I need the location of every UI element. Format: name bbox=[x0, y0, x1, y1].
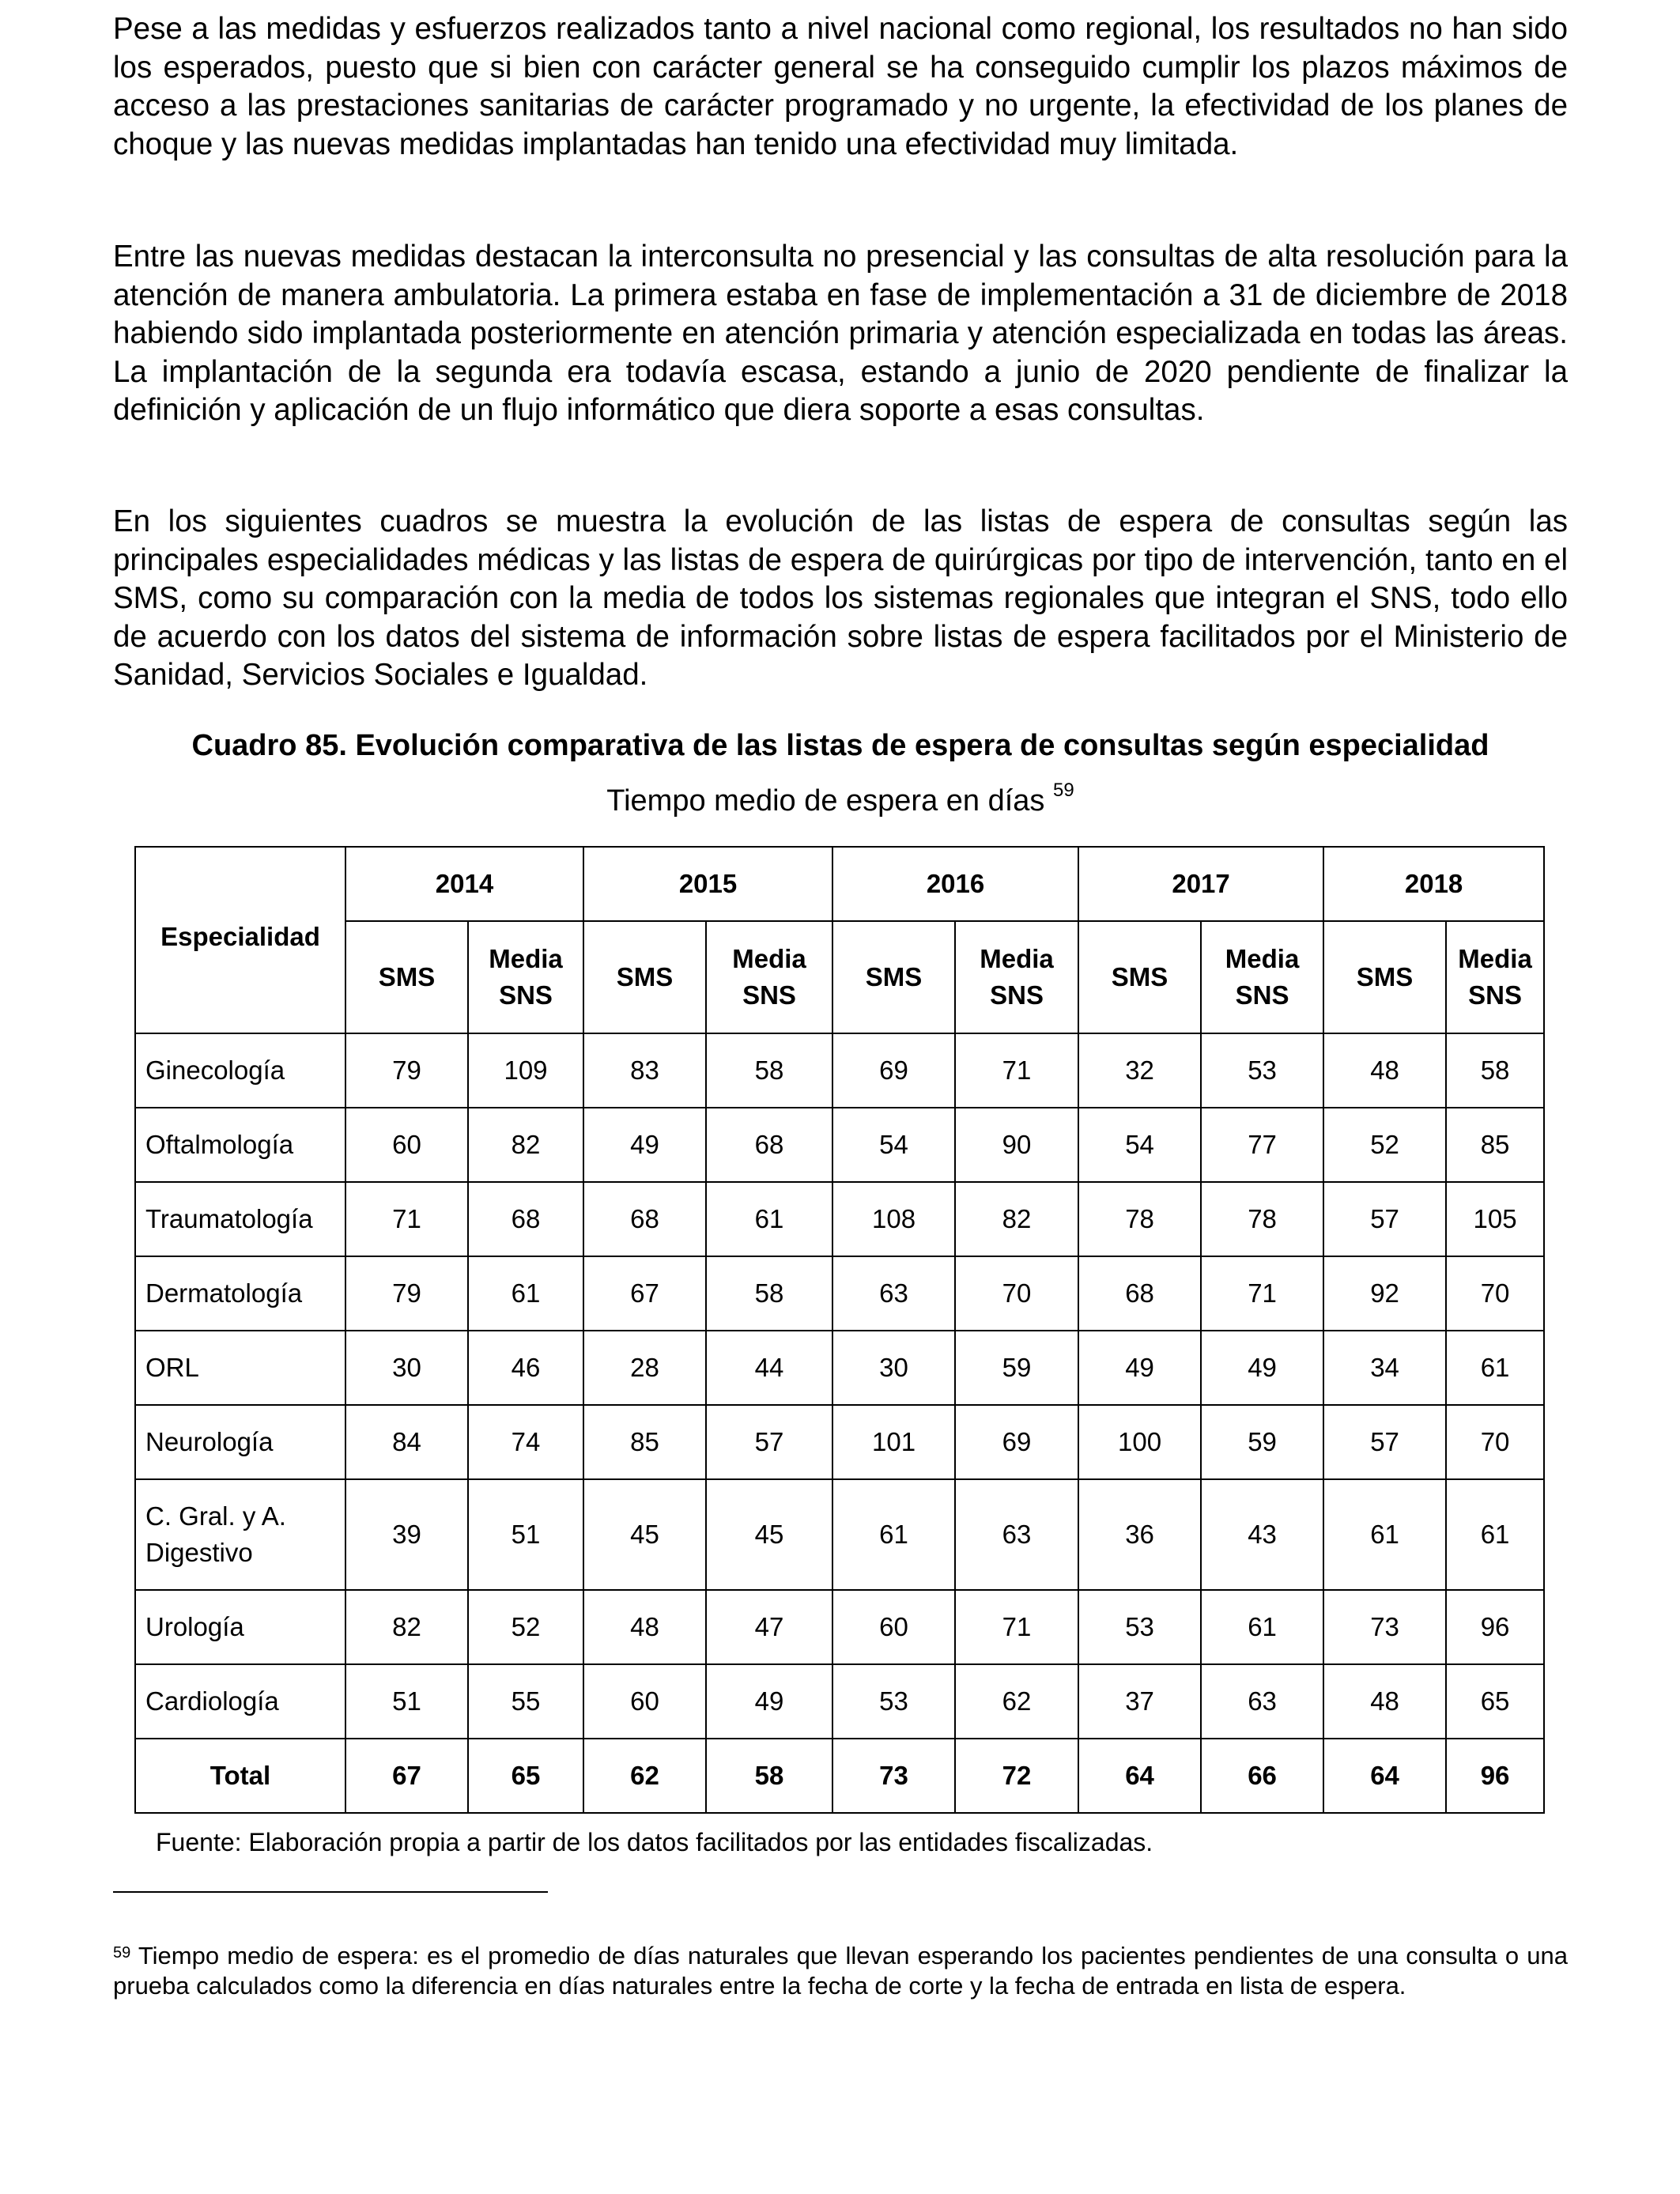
media-sns-value-cell: 70 bbox=[1446, 1405, 1544, 1479]
sms-value-cell: 78 bbox=[1078, 1182, 1201, 1256]
year-header: 2018 bbox=[1323, 847, 1544, 921]
media-sns-value-cell: 105 bbox=[1446, 1182, 1544, 1256]
sms-value-cell: 45 bbox=[583, 1479, 706, 1590]
media-label: Media bbox=[732, 944, 806, 973]
sms-value-cell: 63 bbox=[832, 1256, 955, 1331]
specialty-name: Ginecología bbox=[135, 1033, 345, 1108]
media-sns-value-cell: 44 bbox=[706, 1331, 832, 1405]
year-header-row bbox=[135, 847, 1544, 921]
media-sns-value-cell: 85 bbox=[1446, 1108, 1544, 1182]
sms-value-cell: 36 bbox=[1078, 1479, 1201, 1590]
sms-value-cell: 53 bbox=[832, 1664, 955, 1739]
sms-value-cell: 48 bbox=[583, 1590, 706, 1664]
media-sns-value-cell: 82 bbox=[468, 1108, 583, 1182]
sms-value-cell: 54 bbox=[832, 1108, 955, 1182]
footnote-number: 59 bbox=[113, 1944, 131, 1962]
media-sns-value-cell: 49 bbox=[706, 1664, 832, 1739]
sms-value-cell: 85 bbox=[583, 1405, 706, 1479]
total-sms-cell: 67 bbox=[345, 1739, 468, 1813]
specialty-name bbox=[135, 1479, 345, 1590]
media-sns-value-cell: 57 bbox=[706, 1405, 832, 1479]
total-media-sns-cell: 66 bbox=[1201, 1739, 1323, 1813]
sms-value-cell: 52 bbox=[1323, 1108, 1446, 1182]
table-row bbox=[135, 1405, 1544, 1479]
subheader-row bbox=[135, 921, 1544, 1033]
footnote-text: Tiempo medio de espera: es el promedio de días naturales que llevan esperando los pacientes pendientes de una consulta o una prueba calculados como la diferencia en días naturales entre la fecha de corte y la fecha de entrada en lista de espera. bbox=[113, 1942, 1568, 2000]
sms-value-cell: 48 bbox=[1323, 1664, 1446, 1739]
total-media-sns-cell: 72 bbox=[955, 1739, 1078, 1813]
media-sns-value-cell: 82 bbox=[955, 1182, 1078, 1256]
media-sns-value-cell: 45 bbox=[706, 1479, 832, 1590]
sms-value-cell: 60 bbox=[832, 1590, 955, 1664]
sms-value-cell: 49 bbox=[583, 1108, 706, 1182]
media-sns-value-cell: 61 bbox=[1446, 1479, 1544, 1590]
total-sms-cell: 64 bbox=[1078, 1739, 1201, 1813]
table-subcaption bbox=[113, 780, 1568, 818]
sms-value-cell: 69 bbox=[832, 1033, 955, 1108]
media-sns-value-cell: 61 bbox=[468, 1256, 583, 1331]
sms-value-cell: 39 bbox=[345, 1479, 468, 1590]
table-row bbox=[135, 1479, 1544, 1590]
sms-value-cell: 51 bbox=[345, 1664, 468, 1739]
total-media-sns-cell: 96 bbox=[1446, 1739, 1544, 1813]
media-sns-value-cell: 68 bbox=[468, 1182, 583, 1256]
media-sns-value-cell: 109 bbox=[468, 1033, 583, 1108]
sms-value-cell: 68 bbox=[583, 1182, 706, 1256]
specialty-name: ORL bbox=[135, 1331, 345, 1405]
media-sns-subheader bbox=[955, 921, 1078, 1033]
media-sns-value-cell: 63 bbox=[1201, 1664, 1323, 1739]
media-sns-value-cell: 63 bbox=[955, 1479, 1078, 1590]
sns-label: SNS bbox=[499, 980, 553, 1010]
media-label: Media bbox=[489, 944, 563, 973]
sms-value-cell: 28 bbox=[583, 1331, 706, 1405]
sms-value-cell: 82 bbox=[345, 1590, 468, 1664]
year-header: 2016 bbox=[832, 847, 1078, 921]
total-row bbox=[135, 1739, 1544, 1813]
table-row bbox=[135, 1108, 1544, 1182]
table-caption: Cuadro 85. Evolución comparativa de las listas de espera de consultas según especialidad bbox=[191, 729, 1489, 762]
sms-value-cell: 48 bbox=[1323, 1033, 1446, 1108]
media-sns-value-cell: 53 bbox=[1201, 1033, 1323, 1108]
table-row bbox=[135, 1182, 1544, 1256]
waiting-list-table bbox=[134, 846, 1545, 1814]
sms-value-cell: 71 bbox=[345, 1182, 468, 1256]
table-row bbox=[135, 1590, 1544, 1664]
paragraph-1: Pese a las medidas y esfuerzos realizados tanto a nivel nacional como regional, los resultados no han sido los esperados, puesto que si bien con carácter general se ha conseguido cumplir los plazos máximos de acceso a las prestaciones sanitarias de carácter programado y no urgente, la efectividad de los planes de choque y las nuevas medidas implantadas han tenido una efectividad muy limitada. bbox=[113, 12, 1568, 161]
media-sns-value-cell: 62 bbox=[955, 1664, 1078, 1739]
specialty-name-line: C. Gral. y A. bbox=[145, 1501, 286, 1531]
media-sns-value-cell: 61 bbox=[706, 1182, 832, 1256]
media-sns-value-cell: 52 bbox=[468, 1590, 583, 1664]
sns-label: SNS bbox=[990, 980, 1044, 1010]
specialty-name: Cardiología bbox=[135, 1664, 345, 1739]
total-label: Total bbox=[135, 1739, 345, 1813]
specialty-name: Urología bbox=[135, 1590, 345, 1664]
specialty-header: Especialidad bbox=[135, 847, 345, 1033]
media-label: Media bbox=[1225, 944, 1300, 973]
table-body bbox=[135, 1033, 1544, 1813]
year-header: 2015 bbox=[583, 847, 832, 921]
media-sns-value-cell: 43 bbox=[1201, 1479, 1323, 1590]
media-sns-value-cell: 59 bbox=[955, 1331, 1078, 1405]
media-label: Media bbox=[1458, 944, 1532, 973]
media-sns-value-cell: 61 bbox=[1446, 1331, 1544, 1405]
media-sns-value-cell: 68 bbox=[706, 1108, 832, 1182]
media-sns-subheader bbox=[706, 921, 832, 1033]
sms-value-cell: 73 bbox=[1323, 1590, 1446, 1664]
sms-value-cell: 54 bbox=[1078, 1108, 1201, 1182]
footnote-separator bbox=[113, 1891, 548, 1893]
table-row bbox=[135, 1033, 1544, 1108]
media-sns-value-cell: 70 bbox=[955, 1256, 1078, 1331]
media-sns-value-cell: 51 bbox=[468, 1479, 583, 1590]
media-sns-value-cell: 59 bbox=[1201, 1405, 1323, 1479]
sms-subheader: SMS bbox=[345, 921, 468, 1033]
media-sns-value-cell: 74 bbox=[468, 1405, 583, 1479]
total-sms-cell: 73 bbox=[832, 1739, 955, 1813]
sms-value-cell: 30 bbox=[345, 1331, 468, 1405]
table-subcaption-text: Tiempo medio de espera en días bbox=[606, 784, 1045, 818]
sms-value-cell: 57 bbox=[1323, 1182, 1446, 1256]
sns-label: SNS bbox=[1235, 980, 1289, 1010]
table-row bbox=[135, 1256, 1544, 1331]
media-label: Media bbox=[980, 944, 1054, 973]
sms-value-cell: 32 bbox=[1078, 1033, 1201, 1108]
sms-value-cell: 100 bbox=[1078, 1405, 1201, 1479]
footnote-reference: 59 bbox=[1053, 780, 1074, 801]
sms-subheader: SMS bbox=[1078, 921, 1201, 1033]
media-sns-value-cell: 78 bbox=[1201, 1182, 1323, 1256]
total-sms-cell: 64 bbox=[1323, 1739, 1446, 1813]
sms-subheader: SMS bbox=[832, 921, 955, 1033]
specialty-name-line: Digestivo bbox=[145, 1538, 253, 1567]
footnote bbox=[113, 1941, 1568, 2001]
total-media-sns-cell: 58 bbox=[706, 1739, 832, 1813]
sms-value-cell: 84 bbox=[345, 1405, 468, 1479]
sms-value-cell: 49 bbox=[1078, 1331, 1201, 1405]
total-media-sns-cell: 65 bbox=[468, 1739, 583, 1813]
media-sns-value-cell: 55 bbox=[468, 1664, 583, 1739]
media-sns-value-cell: 47 bbox=[706, 1590, 832, 1664]
specialty-name: Oftalmología bbox=[135, 1108, 345, 1182]
media-sns-value-cell: 70 bbox=[1446, 1256, 1544, 1331]
media-sns-value-cell: 96 bbox=[1446, 1590, 1544, 1664]
table-row bbox=[135, 1664, 1544, 1739]
media-sns-value-cell: 71 bbox=[1201, 1256, 1323, 1331]
total-sms-cell: 62 bbox=[583, 1739, 706, 1813]
sms-value-cell: 53 bbox=[1078, 1590, 1201, 1664]
sms-value-cell: 60 bbox=[345, 1108, 468, 1182]
sms-value-cell: 83 bbox=[583, 1033, 706, 1108]
year-header: 2017 bbox=[1078, 847, 1323, 921]
media-sns-subheader bbox=[1446, 921, 1544, 1033]
sns-label: SNS bbox=[742, 980, 796, 1010]
sms-value-cell: 67 bbox=[583, 1256, 706, 1331]
sms-value-cell: 79 bbox=[345, 1033, 468, 1108]
sms-value-cell: 92 bbox=[1323, 1256, 1446, 1331]
sms-value-cell: 60 bbox=[583, 1664, 706, 1739]
sms-value-cell: 34 bbox=[1323, 1331, 1446, 1405]
table-row bbox=[135, 1331, 1544, 1405]
specialty-name: Dermatología bbox=[135, 1256, 345, 1331]
sms-value-cell: 61 bbox=[832, 1479, 955, 1590]
specialty-name: Traumatología bbox=[135, 1182, 345, 1256]
sms-value-cell: 30 bbox=[832, 1331, 955, 1405]
paragraph-3: En los siguientes cuadros se muestra la evolución de las listas de espera de consultas según las principales especialidades médicas y las listas de espera de quirúrgicas por tipo de intervención, tanto en el SMS, como su comparación con la media de todos los sistemas regionales que integran el SNS, todo ello de acuerdo con los datos del sistema de información sobre listas de espera facilitados por el Ministerio de Sanidad, Servicios Sociales e Igualdad. bbox=[113, 504, 1568, 693]
media-sns-value-cell: 77 bbox=[1201, 1108, 1323, 1182]
media-sns-value-cell: 69 bbox=[955, 1405, 1078, 1479]
sms-value-cell: 37 bbox=[1078, 1664, 1201, 1739]
sms-subheader: SMS bbox=[583, 921, 706, 1033]
sns-label: SNS bbox=[1468, 980, 1522, 1010]
sms-subheader: SMS bbox=[1323, 921, 1446, 1033]
year-header: 2014 bbox=[345, 847, 583, 921]
media-sns-value-cell: 71 bbox=[955, 1590, 1078, 1664]
sms-value-cell: 101 bbox=[832, 1405, 955, 1479]
media-sns-value-cell: 65 bbox=[1446, 1664, 1544, 1739]
media-sns-value-cell: 58 bbox=[1446, 1033, 1544, 1108]
media-sns-value-cell: 49 bbox=[1201, 1331, 1323, 1405]
paragraph-2: Entre las nuevas medidas destacan la interconsulta no presencial y las consultas de alta resolución para la atención de manera ambulatoria. La primera estaba en fase de implementación a 31 de diciembre de 2018 habiendo sido implantada posteriormente en atención primaria y atención especializada en todas las áreas. La implantación de la segunda era todavía escasa, estando a junio de 2020 pendiente de finalizar la definición y aplicación de un flujo informático que diera soporte a esas consultas. bbox=[113, 240, 1568, 428]
media-sns-subheader bbox=[468, 921, 583, 1033]
sms-value-cell: 68 bbox=[1078, 1256, 1201, 1331]
table-source: Fuente: Elaboración propia a partir de los datos facilitados por las entidades fiscalizadas. bbox=[156, 1828, 1153, 1856]
sms-value-cell: 57 bbox=[1323, 1405, 1446, 1479]
specialty-name: Neurología bbox=[135, 1405, 345, 1479]
media-sns-value-cell: 71 bbox=[955, 1033, 1078, 1108]
media-sns-value-cell: 58 bbox=[706, 1256, 832, 1331]
sms-value-cell: 79 bbox=[345, 1256, 468, 1331]
media-sns-value-cell: 58 bbox=[706, 1033, 832, 1108]
media-sns-value-cell: 90 bbox=[955, 1108, 1078, 1182]
sms-value-cell: 108 bbox=[832, 1182, 955, 1256]
media-sns-subheader bbox=[1201, 921, 1323, 1033]
media-sns-value-cell: 61 bbox=[1201, 1590, 1323, 1664]
sms-value-cell: 61 bbox=[1323, 1479, 1446, 1590]
media-sns-value-cell: 46 bbox=[468, 1331, 583, 1405]
